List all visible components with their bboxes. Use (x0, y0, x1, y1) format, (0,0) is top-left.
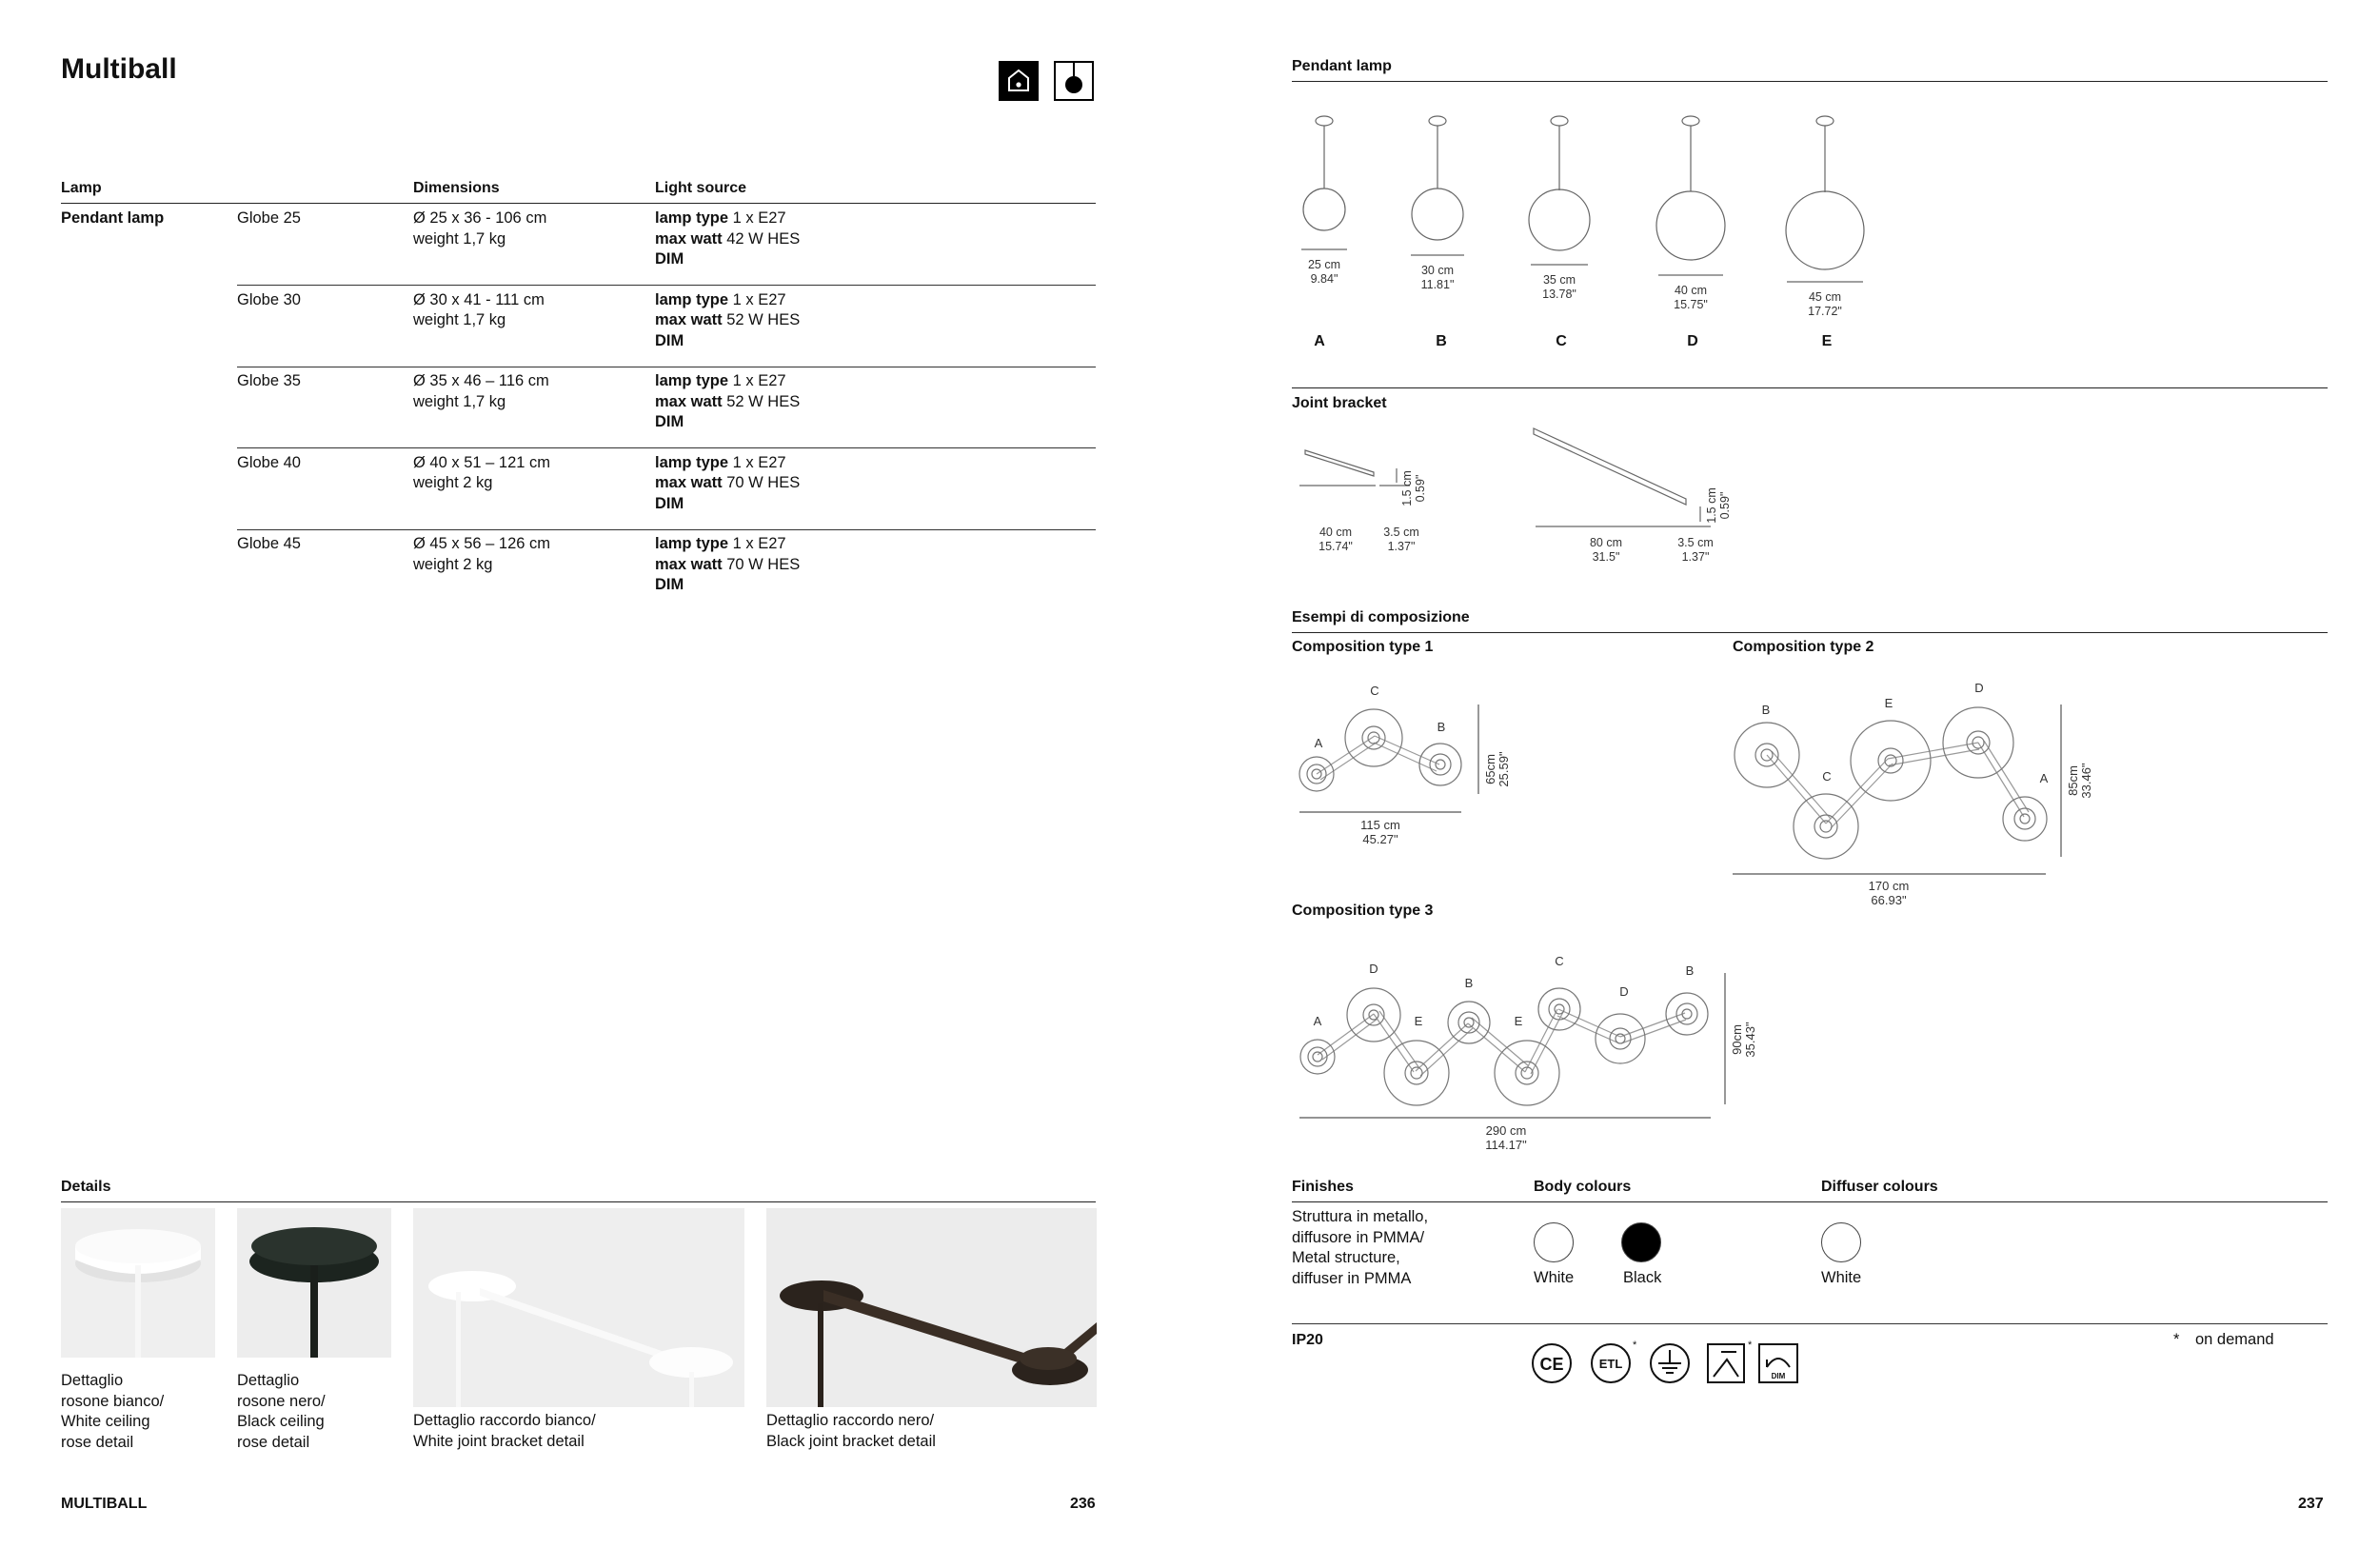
weight-line: weight 2 kg (413, 555, 493, 573)
large-bracket-shape (1534, 428, 1686, 505)
body-white-swatch (1534, 1222, 1574, 1262)
desc-line: diffusore in PMMA/ (1292, 1228, 1425, 1246)
row-divider (237, 285, 1096, 286)
light-source-cell (655, 371, 800, 433)
composition-3-drawing (1299, 973, 1725, 1118)
lamp-type-value: 1 x E27 (732, 453, 786, 471)
comp2-label: E (1884, 696, 1893, 710)
dimension-line: Ø 30 x 41 - 111 cm (413, 290, 545, 308)
size-a-cm: 25 cm (1307, 258, 1341, 271)
body-black-label: Black (1623, 1269, 1662, 1286)
max-watt-value: 42 W HES (726, 229, 801, 248)
small-len-cm: 40 cm (1318, 526, 1353, 539)
ce-mark-icon (1533, 1344, 1571, 1382)
light-source-cell (655, 534, 800, 596)
dim-icon (1759, 1344, 1797, 1382)
white-joint-bracket-photo (413, 1208, 744, 1407)
white-ceiling-rose-photo (61, 1208, 215, 1358)
comp2-label: B (1761, 703, 1771, 717)
light-source-cell (655, 208, 800, 270)
finishes-title: Finishes (1292, 1179, 1354, 1195)
category-label: Pendant lamp (61, 209, 165, 227)
letter-d: D (1687, 333, 1698, 349)
comp1-label: A (1314, 736, 1323, 750)
dim-label: DIM (655, 331, 684, 349)
model-name: Globe 25 (237, 209, 301, 227)
details-title: Details (61, 1179, 111, 1195)
caption-line: Black ceiling (237, 1413, 325, 1430)
max-watt-label: max watt (655, 311, 723, 328)
pendant-globe-d (1656, 116, 1725, 275)
comp3-w-in: 114.17" (1485, 1138, 1527, 1152)
row-divider (237, 447, 1096, 448)
dim-label: DIM (655, 494, 684, 512)
black-joint-bracket-photo (766, 1208, 1097, 1407)
caption-line: Black joint bracket detail (766, 1432, 936, 1450)
desc-line: Metal structure, (1292, 1249, 1400, 1266)
dimension-line: Ø 40 x 51 – 121 cm (413, 453, 550, 471)
note-star: * (2173, 1331, 2180, 1348)
col-header-light-source: Light source (655, 180, 747, 196)
joint-bracket-drawings (1292, 419, 2328, 581)
composition-1-title: Composition type 1 (1292, 639, 1434, 655)
light-source-cell (655, 290, 800, 352)
caption-line: rose detail (61, 1433, 134, 1451)
caption-line: White joint bracket detail (413, 1432, 585, 1450)
weight-line: weight 1,7 kg (413, 311, 506, 328)
large-h-in: 0.59" (1718, 491, 1732, 520)
svg-text:ETL: ETL (1598, 1357, 1623, 1371)
lamp-type-label: lamp type (655, 372, 729, 389)
dimensions-cell (413, 453, 550, 494)
etl-mark-icon (1592, 1340, 1637, 1382)
lamp-type-label: lamp type (655, 290, 729, 308)
indoor-house-icon (999, 61, 1039, 101)
dimensions-cell (413, 290, 545, 331)
size-e-in: 17.72" (1808, 305, 1842, 318)
size-b-cm: 30 cm (1420, 264, 1455, 277)
comp1-w-cm: 115 cm (1360, 818, 1400, 832)
caption-line: Dettaglio raccordo bianco/ (413, 1412, 596, 1429)
comp1-label: C (1370, 684, 1379, 698)
size-b-in: 11.81" (1420, 278, 1455, 291)
small-w-in: 1.37" (1387, 540, 1416, 553)
installation-icon (1708, 1340, 1753, 1382)
model-name: Globe 45 (237, 535, 301, 552)
comp2-h-cm: 85cm (2066, 765, 2080, 796)
comp3-label: E (1414, 1014, 1423, 1028)
size-a-in: 9.84" (1310, 272, 1338, 286)
comp2-label: C (1822, 769, 1832, 784)
row-divider (237, 529, 1096, 530)
footer-page-left: 236 (1070, 1496, 1096, 1512)
comp3-label: E (1514, 1014, 1523, 1028)
comp3-label: D (1369, 962, 1378, 976)
size-c-in: 13.78" (1542, 288, 1576, 301)
pendant-title: Pendant lamp (1292, 58, 1392, 74)
model-cell (237, 534, 301, 555)
dimension-line: Ø 45 x 56 – 126 cm (413, 535, 550, 552)
small-h-in: 0.59" (1414, 474, 1427, 503)
lamp-type-value: 1 x E27 (732, 535, 786, 552)
dimensions-cell (413, 208, 546, 249)
diffuser-white-swatch (1821, 1222, 1861, 1262)
body-black-swatch (1621, 1222, 1661, 1262)
caption-line: rosone bianco/ (61, 1392, 165, 1410)
ceiling-pendant-icon (1054, 61, 1094, 101)
cert-rule (1292, 1323, 2328, 1324)
pendant-globe-e (1786, 116, 1864, 282)
comp2-w-cm: 170 cm (1868, 879, 1910, 893)
model-name: Globe 30 (237, 290, 301, 308)
lamp-type-value: 1 x E27 (732, 372, 786, 389)
caption-line: White ceiling (61, 1413, 150, 1430)
comp1-w-in: 45.27" (1362, 832, 1398, 846)
finishes-description (1292, 1207, 1428, 1289)
comp3-label: B (1685, 963, 1695, 978)
model-cell (237, 371, 301, 392)
composition-3-title: Composition type 3 (1292, 903, 1434, 919)
size-d-cm: 40 cm (1674, 284, 1708, 297)
dim-label: DIM (655, 576, 684, 593)
lamp-type-value: 1 x E27 (732, 209, 786, 227)
letter-a: A (1314, 333, 1325, 349)
detail-caption-3 (413, 1411, 596, 1452)
caption-line: rosone nero/ (237, 1392, 326, 1410)
large-h-cm: 1.5 cm (1705, 487, 1718, 524)
composition-2-drawing (1733, 705, 2061, 874)
svg-text:*: * (1633, 1340, 1637, 1351)
letter-b: B (1436, 333, 1447, 349)
caption-line: Dettaglio (61, 1372, 124, 1389)
class-i-ground-icon (1651, 1344, 1689, 1382)
max-watt-value: 70 W HES (726, 555, 801, 573)
pendant-globe-c (1529, 116, 1590, 265)
max-watt-label: max watt (655, 555, 723, 573)
comp3-h-cm: 90cm (1730, 1024, 1744, 1055)
svg-text:CE: CE (1539, 1355, 1564, 1374)
comp2-w-in: 66.93" (1871, 893, 1907, 907)
comp1-h-in: 25.59" (1497, 751, 1511, 787)
compositions-title: Esempi di composizione (1292, 609, 1470, 625)
lamp-type-label: lamp type (655, 535, 729, 552)
weight-line: weight 1,7 kg (413, 229, 506, 248)
pendant-globe-a (1301, 116, 1347, 249)
max-watt-label: max watt (655, 392, 723, 410)
comp3-label: B (1464, 976, 1474, 990)
desc-line: diffuser in PMMA (1292, 1269, 1412, 1287)
composition-2-title: Composition type 2 (1733, 639, 1874, 655)
detail-caption-4 (766, 1411, 936, 1452)
caption-line: Dettaglio raccordo nero/ (766, 1412, 935, 1429)
small-w-cm: 3.5 cm (1383, 526, 1419, 539)
comp3-w-cm: 290 cm (1485, 1123, 1527, 1138)
size-c-cm: 35 cm (1542, 273, 1576, 287)
model-cell (237, 290, 301, 311)
svg-text:*: * (1748, 1340, 1753, 1351)
comp2-h-in: 33.46" (2079, 763, 2093, 799)
on-demand-note: on demand (2195, 1331, 2274, 1348)
compositions-rule (1292, 632, 2328, 633)
model-name: Globe 40 (237, 453, 301, 471)
lamp-type-label: lamp type (655, 453, 729, 471)
weight-line: weight 2 kg (413, 474, 493, 491)
col-header-lamp: Lamp (61, 180, 102, 196)
large-len-in: 31.5" (1592, 550, 1620, 564)
joint-title: Joint bracket (1292, 395, 1387, 411)
dim-label: DIM (655, 413, 684, 430)
comp1-label: B (1437, 720, 1446, 734)
max-watt-value: 70 W HES (726, 474, 801, 491)
composition-1-drawing (1299, 705, 1478, 812)
large-w-in: 1.37" (1681, 550, 1710, 564)
page-title: Multiball (61, 53, 177, 85)
black-ceiling-rose-photo (237, 1208, 391, 1358)
max-watt-label: max watt (655, 474, 723, 491)
pendant-rule (1292, 81, 2328, 82)
dimension-line: Ø 35 x 46 – 116 cm (413, 372, 549, 389)
svg-text:DIM: DIM (1771, 1372, 1786, 1380)
table-header-rule (61, 203, 1096, 204)
dimensions-cell (413, 534, 550, 575)
body-white-label: White (1534, 1269, 1575, 1286)
comp3-label: C (1555, 954, 1564, 968)
large-w-cm: 3.5 cm (1677, 536, 1714, 549)
comp2-label: D (1974, 681, 1984, 695)
light-source-cell (655, 453, 800, 515)
desc-line: Struttura in metallo, (1292, 1208, 1429, 1225)
diffuser-colours-title: Diffuser colours (1821, 1179, 1938, 1195)
caption-line: Dettaglio (237, 1372, 300, 1389)
diffuser-white-label: White (1821, 1269, 1862, 1286)
composition-drawings (1292, 666, 2328, 1161)
max-watt-value: 52 W HES (726, 392, 801, 410)
small-h-cm: 1.5 cm (1400, 470, 1414, 506)
letter-e: E (1821, 333, 1833, 349)
comp3-h-in: 35.43" (1743, 1022, 1757, 1058)
details-rule (61, 1201, 1096, 1202)
detail-caption-1 (61, 1371, 164, 1453)
dimensions-cell (413, 371, 549, 412)
small-bracket-shape (1305, 450, 1374, 476)
small-len-in: 15.74" (1318, 540, 1353, 553)
detail-caption-2 (237, 1371, 326, 1453)
joint-rule (1292, 387, 2328, 388)
footer-brand: MULTIBALL (61, 1496, 148, 1512)
certification-icons (1531, 1339, 1816, 1388)
max-watt-value: 52 W HES (726, 311, 801, 328)
finishes-rule (1292, 1201, 2328, 1202)
max-watt-label: max watt (655, 229, 723, 248)
lamp-type-label: lamp type (655, 209, 729, 227)
comp3-label: D (1619, 984, 1629, 999)
comp2-label: A (2039, 771, 2049, 785)
dimension-line: Ø 25 x 36 - 106 cm (413, 209, 547, 227)
dim-label: DIM (655, 250, 684, 268)
model-cell (237, 453, 301, 474)
body-colours-title: Body colours (1534, 1179, 1632, 1195)
large-len-cm: 80 cm (1589, 536, 1623, 549)
col-header-dimensions: Dimensions (413, 180, 500, 196)
footer-page-right: 237 (2298, 1496, 2324, 1512)
model-name: Globe 35 (237, 372, 301, 389)
size-d-in: 15.75" (1674, 298, 1708, 311)
size-e-cm: 45 cm (1808, 290, 1842, 304)
weight-line: weight 1,7 kg (413, 392, 506, 410)
comp3-label: A (1313, 1014, 1322, 1028)
caption-line: rose detail (237, 1433, 310, 1451)
pendant-lamp-drawings (1292, 86, 2328, 362)
pendant-globe-b (1411, 116, 1464, 255)
comp1-h-cm: 65cm (1483, 754, 1497, 784)
lamp-type-value: 1 x E27 (732, 290, 786, 308)
model-cell (237, 208, 301, 229)
ip-rating: IP20 (1292, 1332, 1323, 1348)
letter-c: C (1556, 333, 1567, 349)
